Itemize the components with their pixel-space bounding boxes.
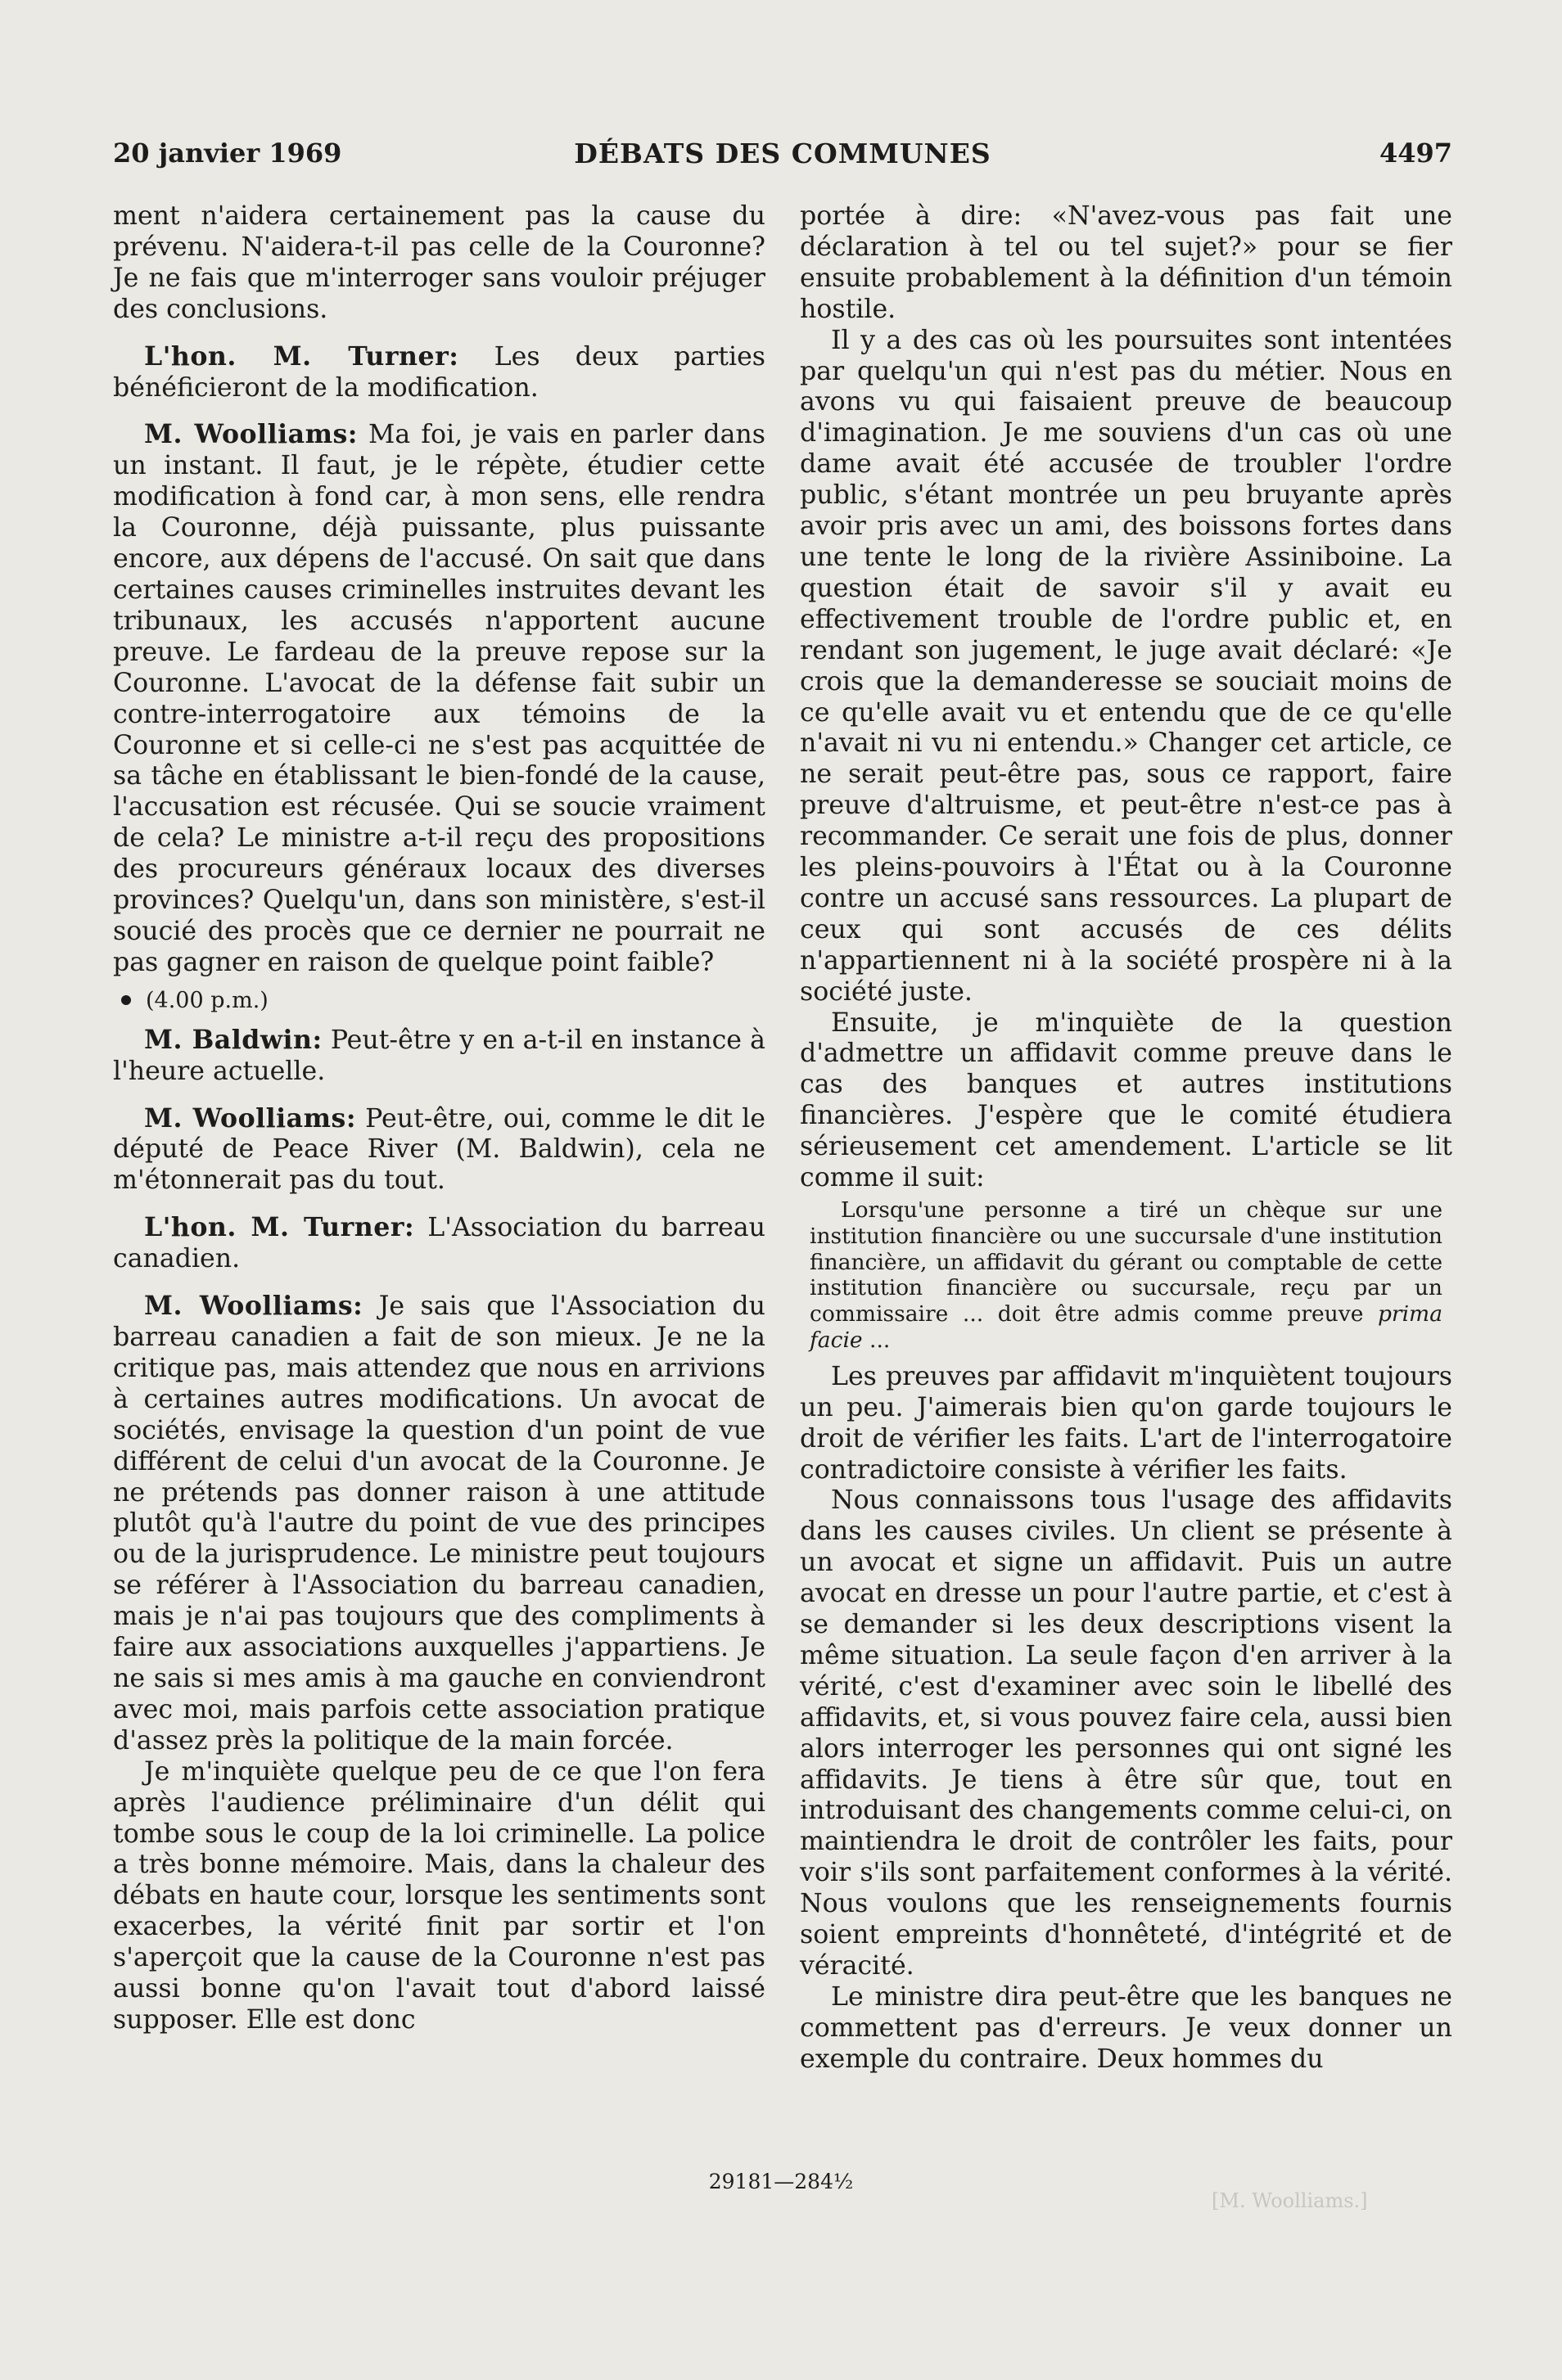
- paragraph: Les preuves par affidavit m'inquiètent toujours un peu. J'aimerais bien qu'on garde toujours le droit de vérifier les faits. L'art de l'interrogatoire contradictoire consiste à vérifier les faits.: [800, 1361, 1452, 1485]
- speech-text: Je sais que l'Association du barreau canadien a fait de son mieux. Je ne la critique pas, mais attendez que nous en arrivions à certaines autres modifications. Un avocat de sociétés, envisage la question d'un point de vue différent de celui d'un avocat de la Couronne. Je ne prétends pas donner raison à une attitude plutôt qu'à l'autre du point de vue des principes ou de la jurisprudence. Le ministre peut toujours se référer à l'Association du barreau canadien, mais je n'ai pas toujours que des compliments à faire aux associations auxquelles j'appartiens. Je ne sais si mes amis à ma gauche en conviendront avec moi, mais parfois cette association pratique d'assez près la politique de la main forcée.: [113, 1291, 765, 1756]
- speaker-name: M. Woolliams:: [144, 1291, 363, 1322]
- quote-text: Lorsqu'une personne a tiré un chèque sur une institution financière ou une succursale d'une institution financière, un affidavit du gérant ou comptable de cette institution financière ou succursale, reçu par un commissaire ... doit être admis comme preuve: [810, 1197, 1442, 1327]
- paragraph: portée à dire: «N'avez-vous pas fait une déclaration à tel ou tel sujet?» pour se fier ensuite probablement à la définition d'un témoin hostile.: [800, 201, 1452, 324]
- footer-code: 29181—284½: [708, 2170, 854, 2193]
- time-text: (4.00 p.m.): [146, 987, 269, 1013]
- speaker-name: M. Baldwin:: [144, 1024, 323, 1055]
- quote-end: ...: [862, 1327, 891, 1353]
- page-header: [113, 137, 1452, 177]
- header-title: DÉBATS DES COMMUNES: [574, 137, 991, 169]
- speaker-name: L'hon. M. Turner:: [144, 340, 459, 372]
- right-column: [800, 201, 1452, 2076]
- left-column: [113, 201, 765, 2036]
- speech-woolliams-2: [113, 1103, 765, 1197]
- header-date: 20 janvier 1969: [113, 137, 342, 169]
- speaker-name: L'hon. M. Turner:: [144, 1212, 415, 1243]
- quoted-article: [800, 1197, 1452, 1354]
- speech-text: Peut-être, oui, comme le dit le député de Peace River (M. Baldwin), cela ne m'étonnerait pas du tout.: [113, 1103, 765, 1196]
- paragraph: Je m'inquiète quelque peu de ce que l'on fera après l'audience préliminaire d'un délit qui tombe sous le coup de la loi criminelle. La police a très bonne mémoire. Mais, dans la chaleur des débats en haute cour, lorsque les sentiments sont exacerbes, la vérité finit par sortir et l'on s'aperçoit que la cause de la Couronne n'est pas aussi bonne qu'on l'avait tout d'abord laissé supposer. Elle est donc: [113, 1756, 765, 2035]
- paragraph: Ensuite, je m'inquiète de la question d'admettre un affidavit comme preuve dans le cas des banques et autres institutions financières. J'espère que le comité étudiera sérieusement cet amendement. L'article se lit comme il suit:: [800, 1007, 1452, 1193]
- time-marker: [113, 987, 765, 1015]
- speech-woolliams-1: [113, 419, 765, 978]
- quote-italic: prima facie: [810, 1301, 1442, 1353]
- speech-turner-2: [113, 1212, 765, 1275]
- bullet-icon: [121, 995, 131, 1005]
- speaker-name: M. Woolliams:: [144, 419, 358, 450]
- speech-text: Les deux parties bénéficieront de la modification.: [113, 341, 765, 403]
- speech-baldwin: [113, 1025, 765, 1088]
- speech-turner-1: [113, 341, 765, 404]
- paragraph: Nous connaissons tous l'usage des affidavits dans les causes civiles. Un client se présente à un avocat et signe un affidavit. Puis un autre avocat en dresse un pour l'autre partie, et c'est à se demander si les deux descriptions visent la même situation. La seule façon d'en arriver à la vérité, c'est d'examiner avec soin le libellé des affidavits, et, si vous pouvez faire cela, aussi bien alors interroger les personnes qui ont signé les affidavits. Je tiens à être sûr que, tout en introduisant des changements comme celui-ci, on maintiendra le droit de contrôler les faits, pour voir s'ils sont parfaitement conformes à la vérité. Nous voulons que les renseignements fournis soient empreints d'honnêteté, d'intégrité et de véracité.: [800, 1485, 1452, 1981]
- speech-text: L'Association du barreau canadien.: [113, 1213, 765, 1274]
- show-through-text: [M. Woolliams.]: [1212, 2189, 1368, 2212]
- speech-text: Peut-être y en a-t-il en instance à l'heure actuelle.: [113, 1025, 765, 1086]
- paragraph: Il y a des cas où les poursuites sont intentées par quelqu'un qui n'est pas du métier. Nous en avons vu qui faisaient preuve de beaucoup d'imagination. Je me souviens d'un cas où une dame avait été accusée de troubler l'ordre public, s'étant montrée un peu bruyante après avoir pris avec un ami, des boissons fortes dans une tente le long de la rivière Assiniboine. La question était de savoir s'il y avait eu effectivement trouble de l'ordre public et, en rendant son jugement, le juge avait déclaré: «Je crois que la demanderesse se souciait moins de ce qu'elle avait vu et entendu que de ce qu'elle n'avait ni vu ni entendu.» Changer cet article, ce ne serait peut-être pas, sous ce rapport, faire preuve d'altruisme, et peut-être n'est-ce pas à recommander. Ce serait une fois de plus, donner les pleins-pouvoirs à l'État ou à la Couronne contre un accusé sans ressources. La plupart de ceux qui sont accusés de ces délits n'appartiennent ni à la société prospère ni à la société juste.: [800, 325, 1452, 1007]
- speech-woolliams-3: [113, 1291, 765, 1757]
- speaker-name: M. Woolliams:: [144, 1102, 357, 1134]
- header-page-number: 4497: [1379, 137, 1452, 169]
- speech-text: Ma foi, je vais en parler dans un instant. Il faut, je le répète, étudier cette modification à fond car, à mon sens, elle rendra la Couronne, déjà puissante, plus puissante encore, aux dépens de l'accusé. On sait que dans certaines causes criminelles instruites devant les tribunaux, les accusés n'apportent aucune preuve. Le fardeau de la preuve repose sur la Couronne. L'avocat de la défense fait subir un contre-interrogatoire aux témoins de la Couronne et si celle-ci ne s'est pas acquittée de sa tâche en établissant le bien-fondé de la cause, l'accusation est récusée. Qui se soucie vraiment de cela? Le ministre a-t-il reçu des propositions des procureurs généraux locaux des diverses provinces? Quelqu'un, dans son ministère, s'est-il soucié des procès que ce dernier ne pourrait ne pas gagner en raison de quelque point faible?: [113, 420, 765, 977]
- paragraph: ment n'aidera certainement pas la cause du prévenu. N'aidera-t-il pas celle de la Couronne? Je ne fais que m'interroger sans vouloir préjuger des conclusions.: [113, 201, 765, 324]
- paragraph: Le ministre dira peut-être que les banques ne commettent pas d'erreurs. Je veux donner un exemple du contraire. Deux hommes du: [800, 1981, 1452, 2074]
